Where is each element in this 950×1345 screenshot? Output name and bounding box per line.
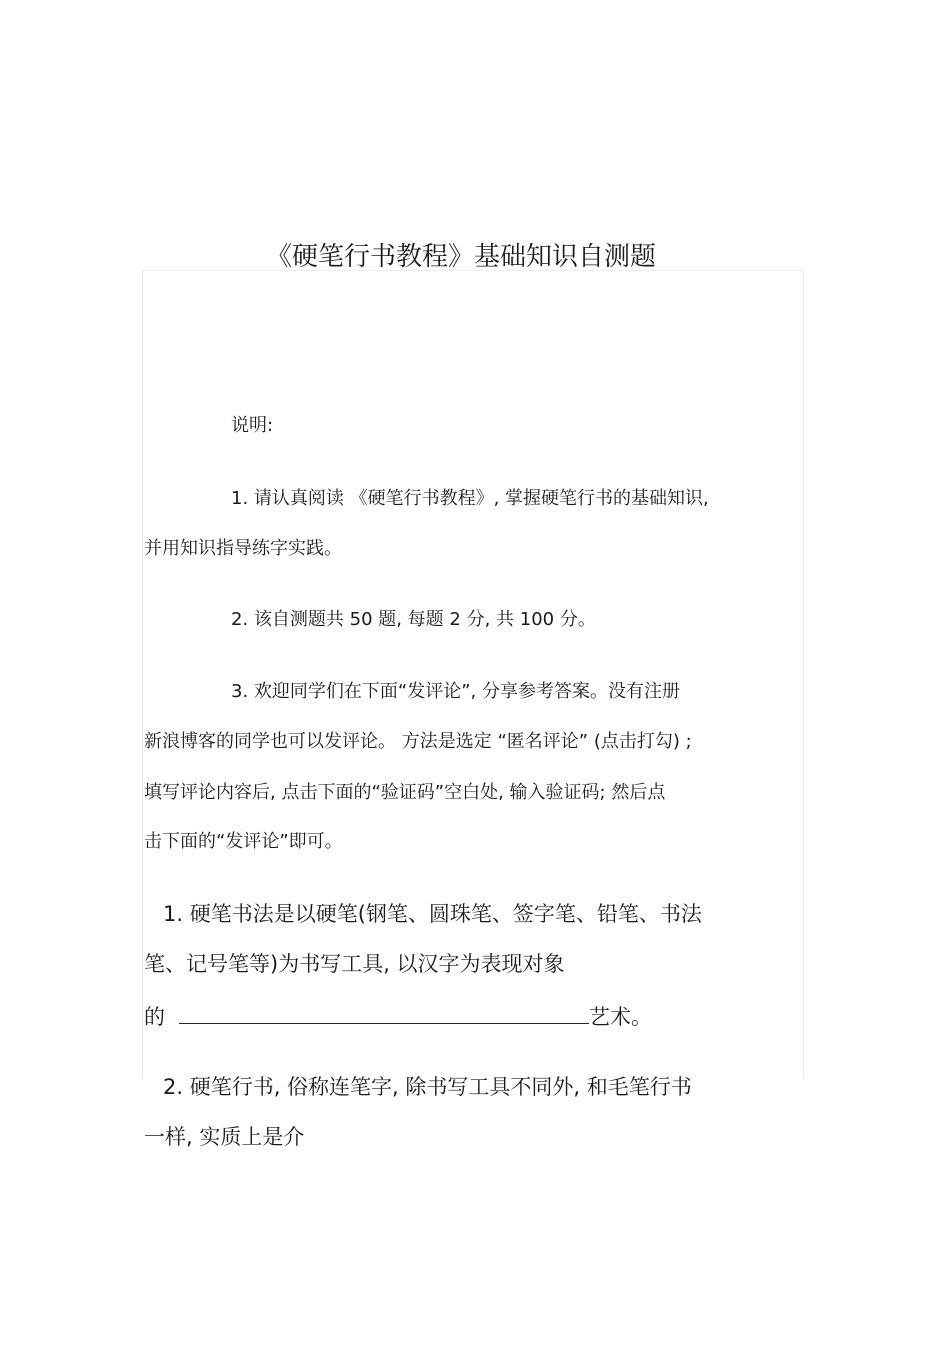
question-1-prefix: 的: [144, 1005, 165, 1029]
instruction-item-3-line-1: 3. 欢迎同学们在下面“发评论”, 分享参考答案。没有注册: [231, 681, 680, 702]
question-2-line-2: 一样, 实质上是介: [144, 1125, 305, 1149]
instructions-label: 说明:: [231, 415, 274, 436]
instruction-item-3-line-3: 填写评论内容后, 点击下面的“验证码”空白处, 输入验证码; 然后点: [144, 782, 666, 803]
question-1-suffix: 艺术。: [589, 1005, 652, 1029]
instruction-item-1-line-1: 1. 请认真阅读 《硬笔行书教程》, 掌握硬笔行书的基础知识,: [231, 488, 709, 509]
instruction-item-3-line-2: 新浪博客的同学也可以发评论。 方法是选定 “匿名评论” (点击打勾) ;: [144, 731, 692, 752]
question-1-line-2: 笔、记号笔等)为书写工具, 以汉字为表现对象: [144, 952, 565, 976]
question-1-line-1: 1. 硬笔书法是以硬笔(钢笔、圆珠笔、签字笔、铅笔、书法: [163, 902, 702, 926]
instruction-item-2: 2. 该自测题共 50 题, 每题 2 分, 共 100 分。: [231, 609, 596, 630]
page-title: 《硬笔行书教程》基础知识自测题: [266, 242, 657, 272]
instruction-item-3-line-4: 击下面的“发评论”即可。: [144, 831, 343, 852]
question-2-line-1: 2. 硬笔行书, 俗称连笔字, 除书写工具不同外, 和毛笔行书: [163, 1075, 692, 1099]
instruction-item-1-line-2: 并用知识指导练字实践。: [144, 538, 342, 559]
question-1-line-3: [144, 1005, 652, 1028]
answer-blank: [179, 1005, 589, 1024]
